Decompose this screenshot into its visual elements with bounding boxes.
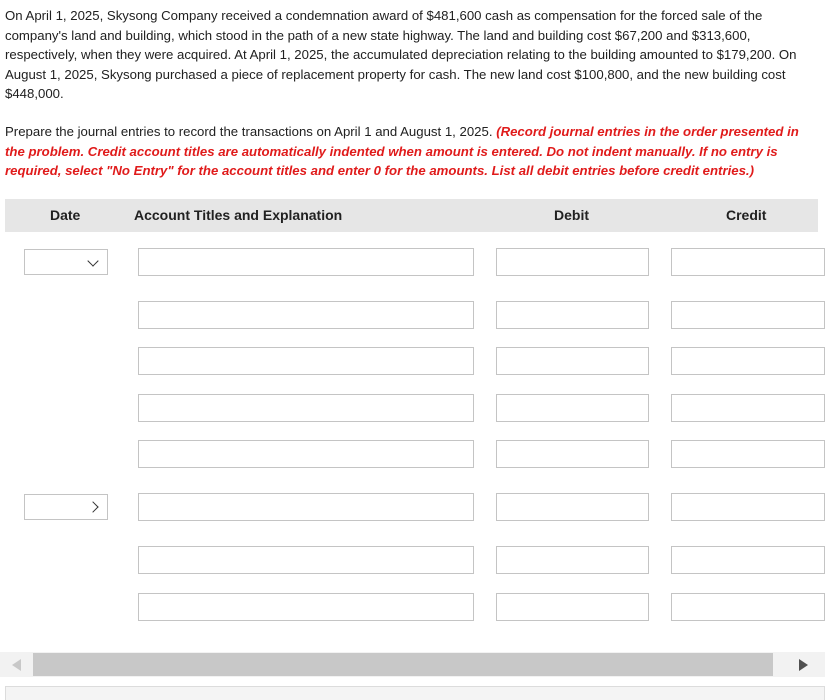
scroll-left-arrow-icon[interactable]	[12, 659, 21, 671]
credit-amount-input[interactable]	[671, 394, 825, 422]
next-section-edge	[5, 686, 825, 700]
credit-amount-input[interactable]	[671, 301, 825, 329]
debit-amount-input[interactable]	[496, 347, 649, 375]
problem-statement: On April 1, 2025, Skysong Company received a condemnation award of $481,600 cash as compensation for the forced sale of the company's land and building, which stood in the path of a new state highway. The land and building cost $67,200 and $313,600, respectively, when they were acquired. At April 1, 2025, the accumulated depreciation relating to the building amounted to $179,200. On August 1, 2025, Skysong purchased a piece of replacement property for cash. The new land cost $100,800, and the new building cost $448,000.	[5, 8, 797, 101]
account-title-input[interactable]	[138, 493, 474, 521]
credit-column-header: Credit	[726, 207, 767, 223]
instructions-text: Prepare the journal entries to record the transactions on April 1 and August 1, 2025.	[5, 124, 497, 139]
credit-amount-input[interactable]	[671, 248, 825, 276]
horizontal-scrollbar[interactable]	[0, 652, 825, 677]
account-title-input[interactable]	[138, 440, 474, 468]
account-title-input[interactable]	[138, 394, 474, 422]
account-title-input[interactable]	[138, 546, 474, 574]
chevron-right-icon	[87, 501, 98, 512]
account-title-input[interactable]	[138, 593, 474, 621]
date-select-entry-1[interactable]	[24, 249, 108, 275]
credit-amount-input[interactable]	[671, 347, 825, 375]
account-title-input[interactable]	[138, 301, 474, 329]
debit-amount-input[interactable]	[496, 394, 649, 422]
credit-amount-input[interactable]	[671, 546, 825, 574]
date-column-header: Date	[50, 207, 81, 223]
scroll-right-arrow-icon[interactable]	[799, 659, 808, 671]
account-title-input[interactable]	[138, 248, 474, 276]
credit-amount-input[interactable]	[671, 593, 825, 621]
instructions-note: (Record journal entries in the order presented in the problem. Credit account titles are automatically indented when amount is entered. Do not indent manually. If no entry is required, select "No Entry" for the account titles and enter 0 for the amounts. List all debit entries before credit entries.)	[5, 124, 799, 178]
debit-amount-input[interactable]	[496, 248, 649, 276]
debit-amount-input[interactable]	[496, 546, 649, 574]
credit-amount-input[interactable]	[671, 493, 825, 521]
debit-amount-input[interactable]	[496, 493, 649, 521]
credit-amount-input[interactable]	[671, 440, 825, 468]
debit-amount-input[interactable]	[496, 301, 649, 329]
journal-table-header	[5, 199, 818, 232]
date-select-entry-2[interactable]	[24, 494, 108, 520]
debit-amount-input[interactable]	[496, 593, 649, 621]
instructions	[5, 122, 820, 181]
debit-column-header: Debit	[554, 207, 589, 223]
chevron-down-icon	[87, 255, 98, 266]
debit-amount-input[interactable]	[496, 440, 649, 468]
account-title-input[interactable]	[138, 347, 474, 375]
account-column-header: Account Titles and Explanation	[134, 207, 343, 223]
scrollbar-thumb[interactable]	[33, 653, 773, 676]
